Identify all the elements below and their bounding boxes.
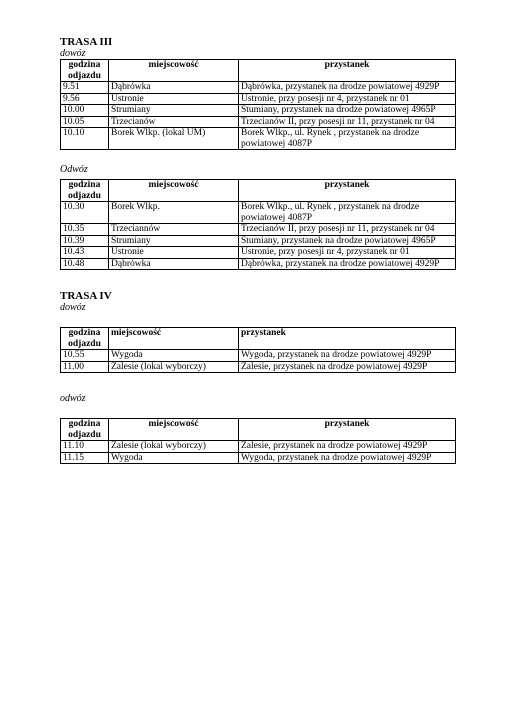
stop-cell: Stumiany, przystanek na drodze powiatowej 4965P — [239, 105, 456, 117]
locality-cell: Wygoda — [109, 350, 239, 362]
locality-cell: Borek Wlkp. (lokal UM) — [109, 128, 239, 150]
locality-cell: Zalesie (lokal wyborczy) — [109, 441, 239, 453]
stop-cell: Stumiany, przystanek na drodze powiatowej 4965P — [239, 235, 456, 247]
document-page — [60, 36, 456, 464]
time-cell: 9.51 — [61, 82, 109, 94]
header-locality: miejscowość — [109, 60, 239, 82]
route-title: TRASA III — [60, 36, 113, 48]
time-cell: 11.15 — [61, 452, 109, 464]
route-title: TRASA IV — [60, 290, 112, 302]
stop-cell: Wygoda, przystanek na drodze powiatowej 4929P — [239, 452, 456, 464]
time-cell: 10.10 — [61, 128, 109, 150]
direction-label: odwóz — [60, 393, 86, 404]
locality-cell: Strumiany — [109, 235, 239, 247]
header-locality: miejscowość — [109, 419, 239, 441]
table-row — [61, 224, 456, 236]
schedule-table — [60, 59, 456, 150]
time-cell: 10.55 — [61, 350, 109, 362]
stop-cell: Zalesie, przystanek na drodze powiatowej 4929P — [239, 361, 456, 373]
stop-cell: Trzecianów II, przy posesji nr 11, przystanek nr 04 — [239, 224, 456, 236]
locality-cell: Zalesie (lokal wyborczy) — [109, 361, 239, 373]
direction-label: dowóz — [60, 48, 86, 59]
table-row — [61, 258, 456, 270]
table-row — [61, 247, 456, 259]
direction-label: Odwóz — [60, 164, 88, 175]
locality-cell: Trzeciannów — [109, 224, 239, 236]
locality-cell: Dąbrówka — [109, 258, 239, 270]
header-time: godzina odjazdu — [61, 419, 109, 441]
header-locality: miejscowość — [109, 180, 239, 202]
schedule-table — [60, 179, 456, 270]
time-cell: 11.00 — [61, 361, 109, 373]
table-row — [61, 452, 456, 464]
table-row — [61, 116, 456, 128]
header-stop: przystanek — [239, 60, 456, 82]
locality-cell: Wygoda — [109, 452, 239, 464]
stop-cell: Borek Wlkp., ul. Rynek , przystanek na drodze powiatowej 4087P — [239, 128, 456, 150]
table-row — [61, 82, 456, 94]
table-row — [61, 105, 456, 117]
header-stop: przystanek — [239, 419, 456, 441]
time-cell: 10.39 — [61, 235, 109, 247]
time-cell: 10.35 — [61, 224, 109, 236]
table-row — [61, 441, 456, 453]
table-row — [61, 350, 456, 362]
header-stop: przystanek — [239, 328, 456, 350]
time-cell: 11.10 — [61, 441, 109, 453]
stop-cell: Borek Wlkp., ul. Rynek , przystanek na drodze powiatowej 4087P — [239, 202, 456, 224]
stop-cell: Wygoda, przystanek na drodze powiatowej 4929P — [239, 350, 456, 362]
time-cell: 10.05 — [61, 116, 109, 128]
table-row — [61, 93, 456, 105]
header-stop: przystanek — [239, 180, 456, 202]
header-locality: miejscowość — [109, 328, 239, 350]
table-header-row — [61, 419, 456, 441]
table-row — [61, 361, 456, 373]
header-time: godzina odjazdu — [61, 60, 109, 82]
locality-cell: Dąbrówka — [109, 82, 239, 94]
route-section — [60, 36, 456, 270]
schedule-table — [60, 418, 456, 464]
stop-cell: Zalesie, przystanek na drodze powiatowej 4929P — [239, 441, 456, 453]
stop-cell: Ustronie, przy posesji nr 4, przystanek nr 01 — [239, 247, 456, 259]
stop-cell: Trzecianów II, przy posesji nr 11, przystanek nr 04 — [239, 116, 456, 128]
time-cell: 10.00 — [61, 105, 109, 117]
time-cell: 10.48 — [61, 258, 109, 270]
stop-cell: Ustronie, przy posesji nr 4, przystanek nr 01 — [239, 93, 456, 105]
locality-cell: Trzecianów — [109, 116, 239, 128]
table-header-row — [61, 180, 456, 202]
time-cell: 10.30 — [61, 202, 109, 224]
locality-cell: Ustronie — [109, 93, 239, 105]
locality-cell: Strumiany — [109, 105, 239, 117]
table-row — [61, 202, 456, 224]
time-cell: 10.43 — [61, 247, 109, 259]
locality-cell: Ustronie — [109, 247, 239, 259]
table-row — [61, 128, 456, 150]
locality-cell: Borek Wlkp. — [109, 202, 239, 224]
time-cell: 9.56 — [61, 93, 109, 105]
schedule-table — [60, 327, 456, 373]
route-section — [60, 290, 456, 464]
header-time: godzina odjazdu — [61, 328, 109, 350]
table-header-row — [61, 328, 456, 350]
table-row — [61, 235, 456, 247]
stop-cell: Dąbrówka, przystanek na drodze powiatowej 4929P — [239, 258, 456, 270]
header-time: godzina odjazdu — [61, 180, 109, 202]
table-header-row — [61, 60, 456, 82]
stop-cell: Dąbrówka, przystanek na drodze powiatowej 4929P — [239, 82, 456, 94]
direction-label: dowóz — [60, 302, 86, 313]
